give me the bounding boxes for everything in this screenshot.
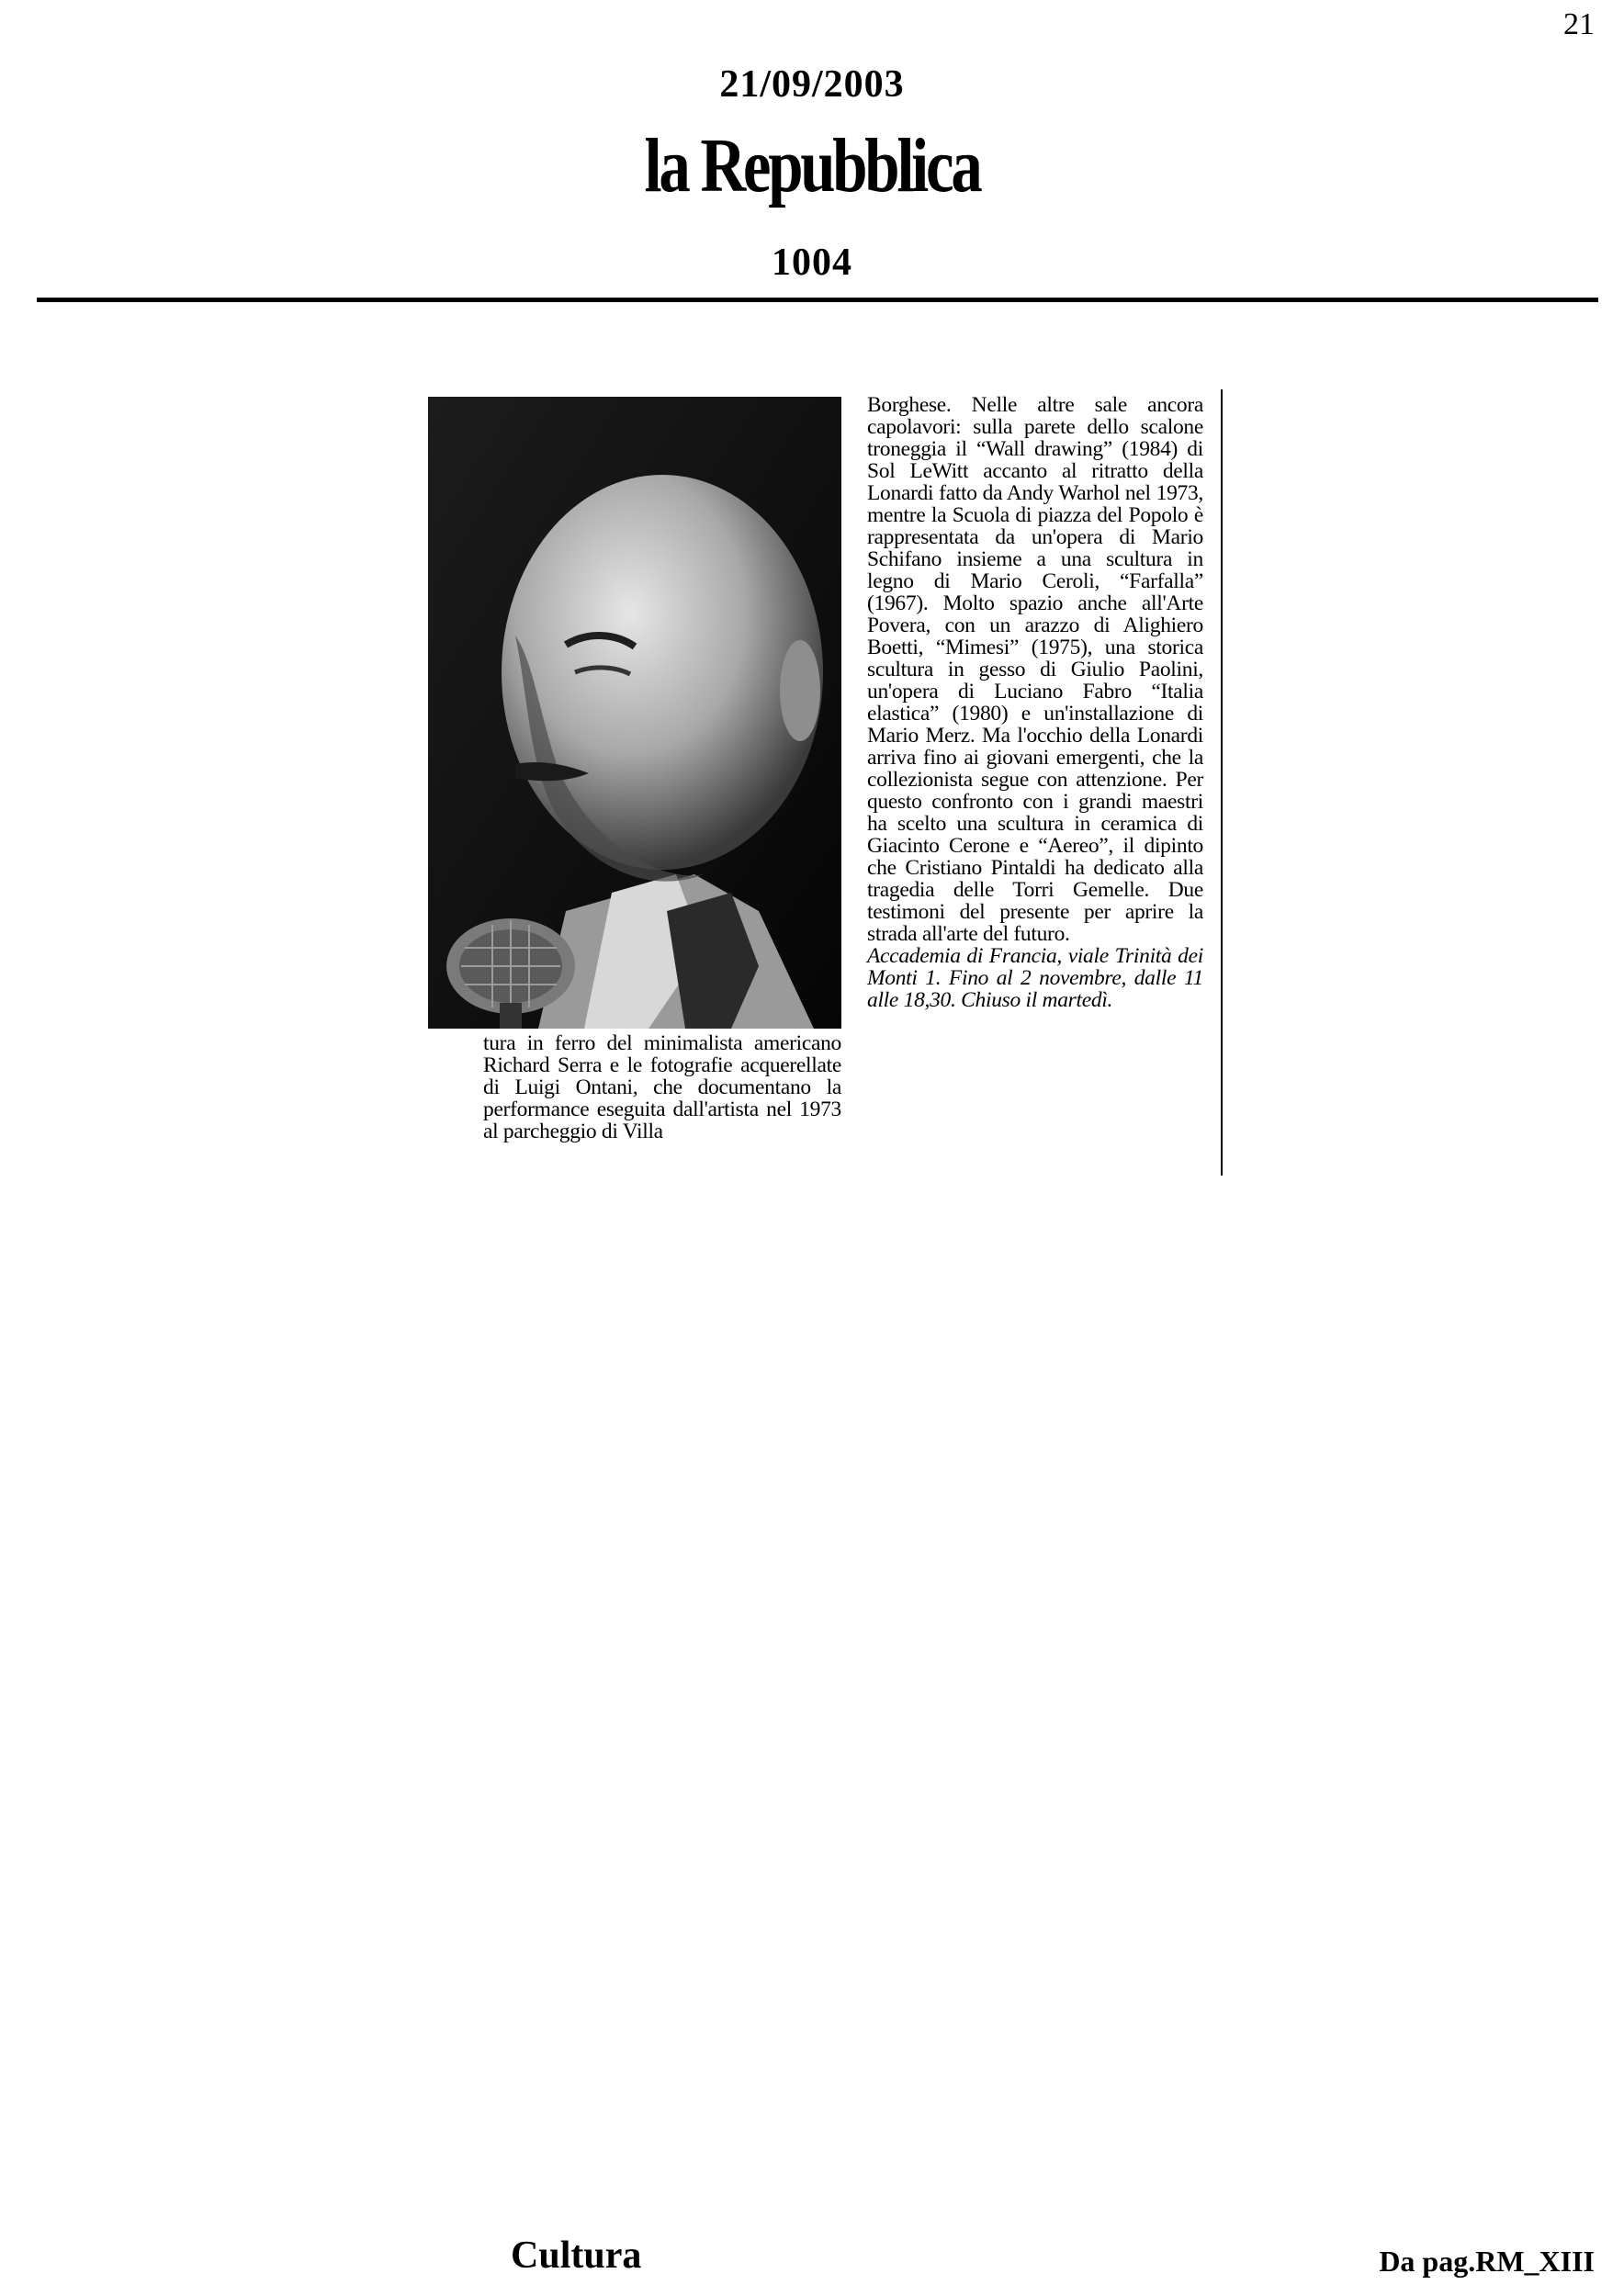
exhibition-info: Accademia di Francia, viale Trinità dei Monti 1. Fino al 2 novembre, dalle 11 alle 18,30. Chiuso il martedì. — [867, 944, 1203, 1012]
publication-date: 21/09/2003 — [719, 63, 905, 106]
page-number: 21 — [1563, 7, 1595, 41]
article-paragraph: tura in ferro del minimalista americano Richard Serra e le fotografie acquerellate di Luigi Ontani, che documentano la performance eseguita dall'artista nel 1973 al parcheggio di Villa — [483, 1031, 841, 1143]
header-divider — [37, 298, 1598, 302]
article-column-right — [867, 394, 1203, 1011]
section-label: Cultura — [511, 2234, 642, 2277]
issue-code: 1004 — [772, 242, 852, 284]
source-reference: Da pag.RM_XIII — [1379, 2245, 1595, 2278]
portrait-photo-icon — [428, 397, 841, 1029]
article-paragraph: Borghese. Nelle altre sale ancora capolavori: sulla parete dello scalone troneggia il “Wall drawing” (1984) di Sol LeWitt accanto al ritratto della Lonardi fatto da Andy Warhol nel 1973, mentre la Scuola di piazza del Popolo è rappresentata da un'opera di Mario Schifano insieme a una scultura in legno di Mario Ceroli, “Farfalla” (1967). Molto spazio anche all'Arte Povera, con un arazzo di Alighiero Boetti, “Mimesi” (1975), una storica scultura in gesso di Giulio Paolini, un'opera di Luciano Fabro “Italia elastica” (1980) e un'installazione di Mario Merz. Ma l'occhio della Lonardi arriva fino ai giovani emergenti, che la collezionista segue con attenzione. Per questo confronto con i grandi maestri ha scelto una scultura in ceramica di Giacinto Cerone e “Aereo”, il dipinto che Cristiano Pintaldi ha dedicato alla tragedia delle Torri Gemelle. Due testimoni del presente per aprire la strada all'arte del futuro. — [867, 393, 1203, 946]
article-column-left — [483, 1032, 841, 1142]
newspaper-masthead: la Repubblica — [644, 123, 980, 208]
portrait-photo — [428, 397, 841, 1029]
column-divider — [1221, 389, 1223, 1176]
